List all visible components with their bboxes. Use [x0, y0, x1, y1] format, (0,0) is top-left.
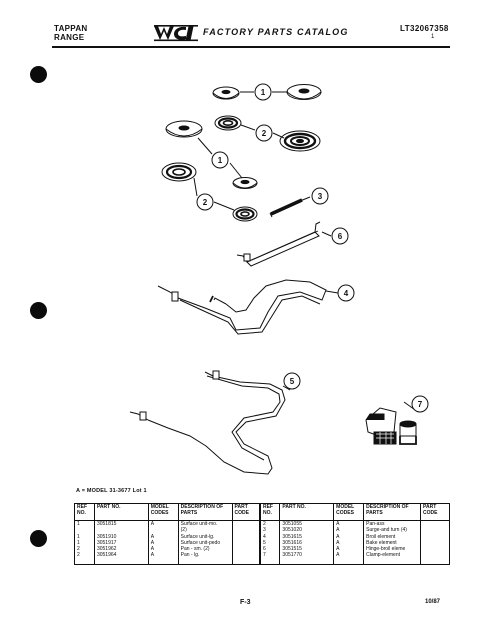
cell-part-code [232, 521, 260, 528]
brand-line-2: RANGE [54, 33, 85, 42]
cell-ref-no: 7 [260, 552, 280, 565]
cell-part-no: 3051962 [94, 546, 148, 552]
cell-ref-no: 2 [75, 552, 95, 565]
cell-part-no: 3051770 [280, 552, 334, 565]
cell-part-no: 3051910 [94, 534, 148, 540]
cell-ref-no: 1 [75, 534, 95, 540]
col-part-code: PART CODE [421, 504, 450, 521]
cell-part-no: 3051515 [280, 546, 334, 552]
cell-description: (2) [178, 527, 232, 533]
cell-description: Broil element [364, 534, 421, 540]
cell-description: Pan-ass [364, 521, 421, 528]
col-ref-no: REF NO. [260, 504, 280, 521]
cell-model-code: A [148, 540, 178, 546]
page-number: F-3 [240, 599, 251, 606]
cell-description: Surface unit-lg. [178, 534, 232, 540]
catalog-title: FACTORY PARTS CATALOG [203, 27, 349, 37]
table-row [75, 552, 450, 565]
model-note: A = MODEL 31-3677 Lot 1 [76, 488, 147, 494]
cell-ref-no: 1 [75, 521, 95, 528]
cell-description: Surge-and turn (4) [364, 527, 421, 533]
surface-unit-small-top [213, 87, 239, 99]
cell-ref-no: 2 [260, 521, 280, 528]
drip-pan-large-left [162, 163, 196, 181]
col-part-no: PART NO. [94, 504, 148, 521]
terminal-block [366, 408, 416, 444]
cell-model-code: A [148, 534, 178, 540]
col-model-codes: MODEL CODES [334, 504, 364, 521]
cell-ref-no: 4 [260, 534, 280, 540]
cell-model-code: A [148, 552, 178, 565]
cell-description: Clamp-element [364, 552, 421, 565]
cell-part-no: 3051964 [94, 552, 148, 565]
surface-unit-large-left [166, 121, 202, 137]
cell-description: Hinge-broil eleme [364, 546, 421, 552]
cell-part-no: 3051615 [280, 534, 334, 540]
cell-model-code: A [334, 534, 364, 540]
catalog-date: 10/87 [425, 599, 441, 605]
callout-label: 7 [417, 400, 423, 409]
col-part-code: PART CODE [232, 504, 260, 521]
drip-pan-small-mid [233, 207, 257, 221]
model-number: LT32067358 [400, 24, 449, 33]
cell-ref-no: 3 [260, 527, 280, 533]
cell-description: Surface unit-mo. [178, 521, 232, 528]
col-model-codes: MODEL CODES [148, 504, 178, 521]
cell-model-code: A [148, 521, 178, 528]
cell-model-code: A [148, 546, 178, 552]
cell-part-no: 3051917 [94, 540, 148, 546]
callout-label: 4 [343, 289, 349, 298]
drip-pan-small-top [215, 116, 241, 130]
parts-table [74, 503, 450, 565]
cell-description: Pan - lg. [178, 552, 232, 565]
callout-label: 1 [260, 88, 266, 97]
cell-part-code [421, 552, 450, 565]
mounting-rod [270, 200, 302, 217]
callout-label: 1 [217, 156, 223, 165]
col-description: DESCRIPTION OF PARTS [364, 504, 421, 521]
broil-element [158, 280, 326, 334]
cell-part-code [421, 521, 450, 528]
cell-ref-no: 1 [75, 540, 95, 546]
cell-model-code: A [334, 540, 364, 546]
col-ref-no: REF NO. [75, 504, 95, 521]
element-bracket [237, 222, 320, 266]
surface-unit-small-mid [233, 178, 257, 189]
callout-label: 2 [202, 198, 208, 207]
cell-model-code: A [334, 527, 364, 533]
cell-part-no: 3051616 [280, 540, 334, 546]
bake-element [130, 371, 285, 474]
cell-description: Pan - sm. (2) [178, 546, 232, 552]
table-row [75, 521, 450, 528]
brand-line-1: TAPPAN [54, 24, 88, 33]
binder-hole [30, 530, 47, 547]
table-header-row [75, 504, 450, 521]
cell-ref-no: 6 [260, 546, 280, 552]
cell-model-code: A [334, 552, 364, 565]
cell-ref-no: 2 [75, 546, 95, 552]
cell-ref-no: 5 [260, 540, 280, 546]
callout-label: 5 [289, 377, 295, 386]
cell-part-no: 3051815 [94, 521, 148, 528]
cell-part-code [232, 552, 260, 565]
model-revision: 1 [431, 34, 435, 40]
cell-description: Bake element [364, 540, 421, 546]
drip-pan-large-top [280, 131, 320, 151]
cell-description: Surface unit-pedo [178, 540, 232, 546]
callout-label: 3 [317, 192, 323, 201]
cell-part-no: 3051020 [280, 527, 334, 533]
cell-model-code: A [334, 521, 364, 528]
cell-model-code: A [334, 546, 364, 552]
cell-part-no: 3051055 [280, 521, 334, 528]
callout-label: 2 [261, 129, 267, 138]
col-description: DESCRIPTION OF PARTS [178, 504, 232, 521]
col-part-no: PART NO. [280, 504, 334, 521]
callout-label: 6 [337, 232, 343, 241]
surface-unit-large-top [287, 85, 321, 100]
